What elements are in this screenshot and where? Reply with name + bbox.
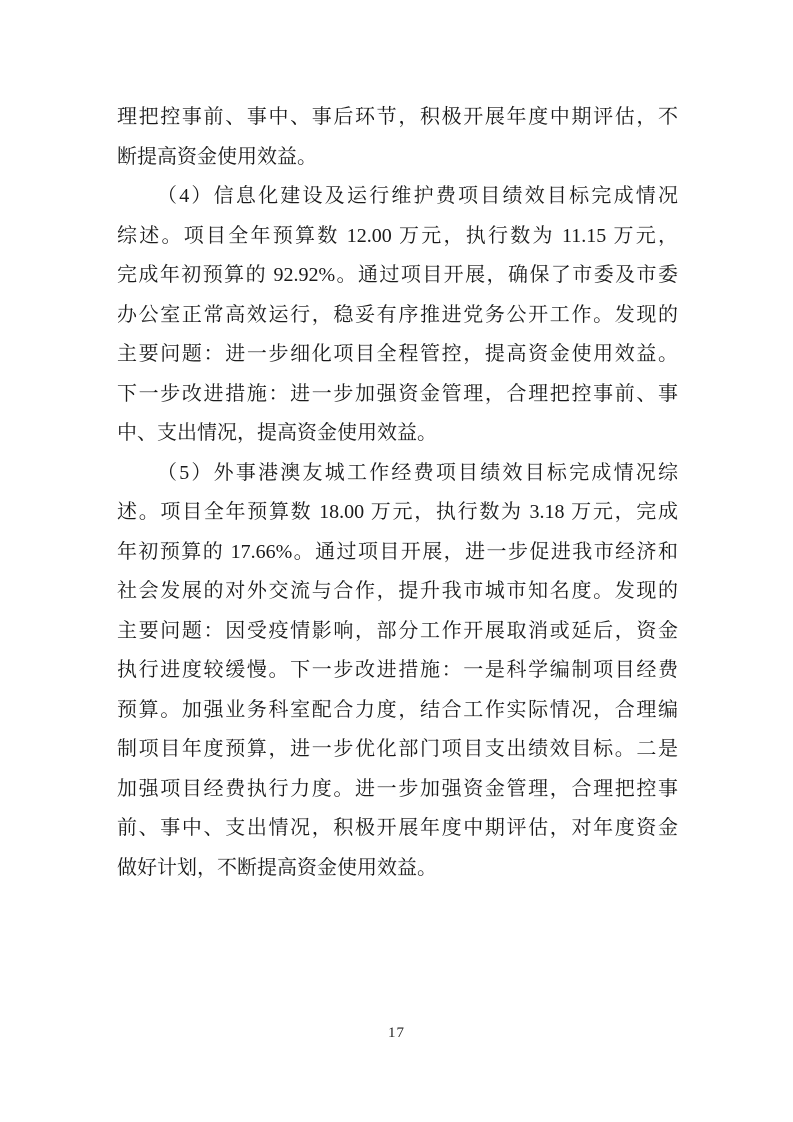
text-line: 前、事中、支出情况，积极开展年度中期评估，对年度资金 [117, 817, 678, 839]
text-line: 理把控事前、事中、事后环节，积极开展年度中期评估，不 [117, 106, 678, 128]
text-line: 断提高资金使用效益。 [117, 145, 317, 168]
text-line: 完成年初预算的 92.92%。通过项目开展，确保了市委及市委 [117, 264, 678, 286]
text-line: 做好计划，不断提高资金使用效益。 [117, 856, 437, 879]
page-number: 17 [388, 1025, 405, 1041]
paragraph-continuation [117, 98, 678, 177]
document-body [117, 98, 678, 888]
text-line: 主要问题：因受疫情影响，部分工作开展取消或延后，资金 [117, 619, 678, 642]
text-line: 年初预算的 17.66%。通过项目开展，进一步促进我市经济和 [117, 540, 678, 563]
text-line: 社会发展的对外交流与合作，提升我市城市知名度。发现的 [117, 580, 678, 602]
paragraph-item-5 [117, 454, 678, 889]
text-line: 办公室正常高效运行，稳妥有序推进党务公开工作。发现的 [117, 303, 678, 326]
text-line: 预算。加强业务科室配合力度，结合工作实际情况，合理编 [117, 698, 678, 721]
text-line: 执行进度较缓慢。下一步改进措施：一是科学编制项目经费 [117, 659, 678, 681]
paragraph-item-4 [117, 177, 678, 454]
text-line: 下一步改进措施：进一步加强资金管理，合理把控事前、事 [117, 382, 678, 405]
page-footer [0, 1024, 793, 1042]
text-line: 综述。项目全年预算数 12.00 万元，执行数为 11.15 万元， [117, 224, 678, 247]
text-line: 加强项目经费执行力度。进一步加强资金管理，合理把控事 [117, 777, 678, 800]
text-line: 述。项目全年预算数 18.00 万元，执行数为 3.18 万元，完成 [117, 501, 678, 523]
text-line: （5）外事港澳友城工作经费项目绩效目标完成情况综 [157, 461, 678, 484]
text-line: 中、支出情况，提高资金使用效益。 [117, 422, 437, 444]
text-line: 制项目年度预算，进一步优化部门项目支出绩效目标。二是 [117, 738, 678, 760]
text-line: 主要问题：进一步细化项目全程管控，提高资金使用效益。 [117, 343, 678, 365]
text-line: （4）信息化建设及运行维护费项目绩效目标完成情况 [157, 185, 678, 207]
